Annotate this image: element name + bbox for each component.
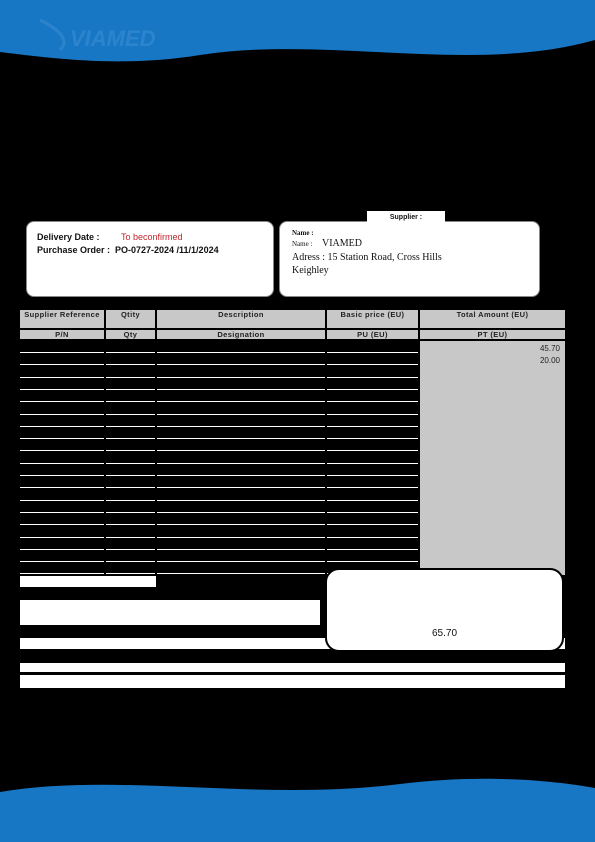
table-row-divider [157,364,325,365]
table-row-divider [157,389,325,390]
table-row-divider [20,512,104,513]
footer-cell [20,576,156,587]
table-row-divider [106,500,155,501]
table-row-divider [327,561,418,562]
table-row-divider [106,389,155,390]
table-row-divider [106,401,155,402]
supplier-name-value: VIAMED [322,238,362,249]
table-row-divider [106,414,155,415]
table-row-divider [327,463,418,464]
supplier-city: Keighley [292,265,329,276]
table-row-divider [106,426,155,427]
table-row-divider [327,352,418,353]
table-row-divider [106,475,155,476]
total-amount-column [420,341,565,575]
header-logo: VIAMED [70,26,156,51]
table-row-divider [20,377,104,378]
table-row-divider [20,450,104,451]
table-row-divider [20,561,104,562]
table-row-divider [20,364,104,365]
table-row-divider [20,463,104,464]
table-row-divider [157,450,325,451]
table-row-divider [327,524,418,525]
table-row-divider [20,524,104,525]
header-description: Description [157,310,325,328]
table-row-divider [157,401,325,402]
table-row-divider [106,561,155,562]
table-row-divider [106,512,155,513]
amount-row-2: 20.00 [539,356,560,365]
header-designation: Designation [157,330,325,339]
table-row-divider [106,377,155,378]
table-row-divider [327,377,418,378]
grand-total-box [325,568,564,652]
table-row-divider [106,537,155,538]
table-row-divider [157,524,325,525]
table-row-divider [157,561,325,562]
table-row-divider [20,500,104,501]
table-row-divider [106,450,155,451]
table-row-divider [327,512,418,513]
table-row-divider [20,573,104,574]
table-row-divider [157,438,325,439]
header-qty: Qty [106,330,155,339]
supplier-tab: Supplier : [367,211,445,223]
table-row-divider [20,537,104,538]
table-row-divider [157,537,325,538]
purchase-order-value: PO-0727-2024 /11/1/2024 [115,245,219,255]
table-row-divider [20,487,104,488]
table-row-divider [327,364,418,365]
table-row-divider [20,475,104,476]
footer-notes-area [20,600,320,625]
table-row-divider [106,352,155,353]
table-row-divider [157,426,325,427]
table-row-divider [106,524,155,525]
table-row-divider [106,573,155,574]
amount-row-1: 45.70 [539,344,560,353]
table-row-divider [327,487,418,488]
supplier-name-label-2: Name : [292,240,313,248]
table-row-divider [327,500,418,501]
table-row-divider [20,389,104,390]
supplier-name-label: Name : [292,229,314,237]
footer-row [20,663,565,672]
table-row-divider [327,438,418,439]
table-row-divider [327,475,418,476]
table-row-divider [20,352,104,353]
table-row-divider [327,401,418,402]
delivery-info-box [26,221,274,297]
table-row-divider [327,537,418,538]
table-row-divider [327,389,418,390]
table-row-divider [157,352,325,353]
table-row-divider [106,549,155,550]
table-row-divider [106,463,155,464]
table-row-divider [106,364,155,365]
table-row-divider [20,414,104,415]
table-row-divider [20,401,104,402]
supplier-info-box [279,221,540,297]
purchase-order-label: Purchase Order : [37,245,111,255]
table-row-divider [20,438,104,439]
table-row-divider [157,377,325,378]
table-row-divider [157,414,325,415]
header-pu: PU (EU) [327,330,418,339]
header-basic-price: Basic price (EU) [327,310,418,328]
header-wave [0,0,595,70]
header-pn: P/N [20,330,104,339]
delivery-date-label: Delivery Date : [37,232,100,242]
table-row-divider [157,500,325,501]
table-row-divider [20,549,104,550]
grand-total-value: 65.70 [431,628,458,639]
table-row-divider [327,549,418,550]
delivery-date-value: To beconfirmed [121,232,183,242]
table-row-divider [157,512,325,513]
header-total-amount: Total Amount (EU) [420,310,565,328]
header-qtity: Qtity [106,310,155,328]
table-row-divider [157,549,325,550]
header-supplier-reference: Supplier Reference [20,310,104,328]
header-pt: PT (EU) [420,330,565,339]
table-row-divider [327,414,418,415]
table-row-divider [106,487,155,488]
table-row-divider [157,487,325,488]
table-row-divider [106,438,155,439]
footer-wave [0,772,595,842]
supplier-address: Adress : 15 Station Road, Cross Hills [292,252,442,263]
table-row-divider [327,450,418,451]
table-row-divider [20,426,104,427]
table-row-divider [327,426,418,427]
table-row-divider [157,475,325,476]
table-row-divider [157,573,325,574]
footer-row [20,675,565,688]
table-row-divider [157,463,325,464]
